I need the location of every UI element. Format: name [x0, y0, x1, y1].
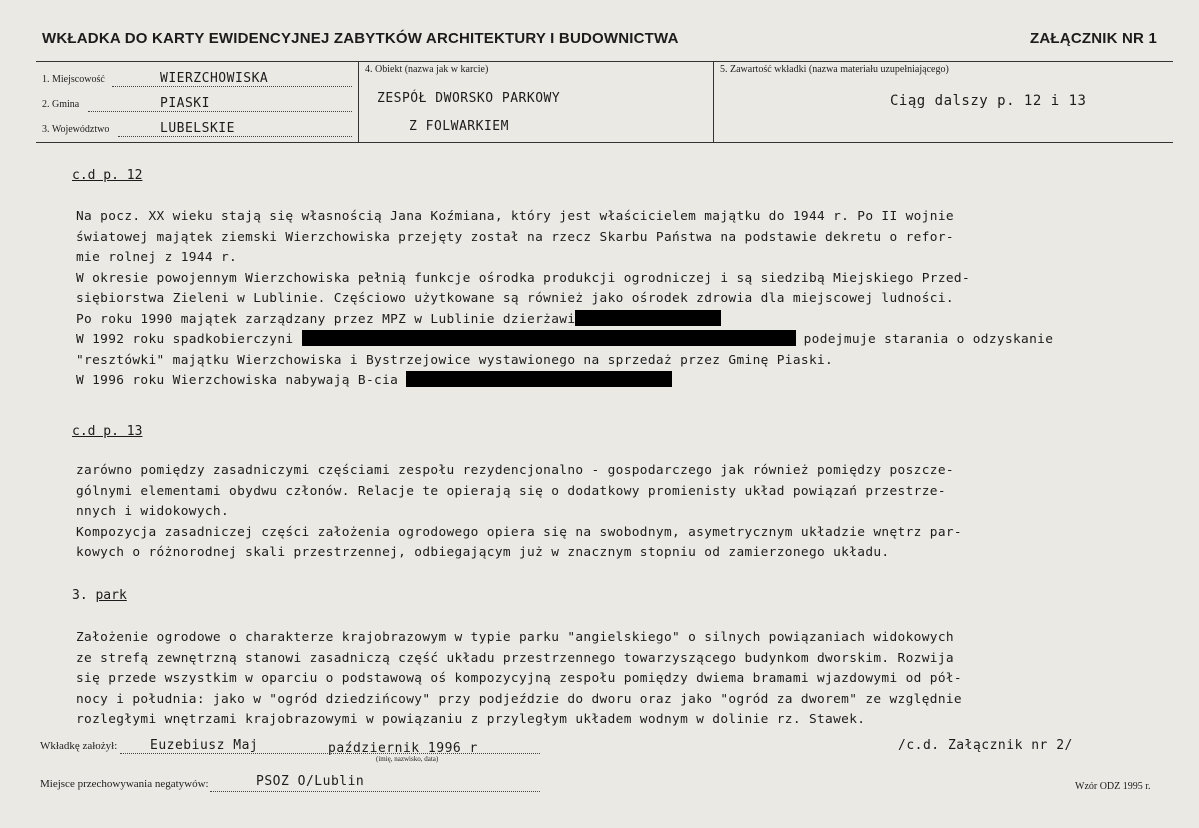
text-line: gólnymi elementami obydwu członów. Relacje te opierają się o dodatkowy promienisty układ powiązań przestrze-	[76, 483, 946, 499]
miejscowosc-label: 1. Miejscowość	[42, 74, 105, 85]
text-line: Na pocz. XX wieku stają się własnością Jana Koźmiana, który jest właścicielem majątku do 1944 r. Po II wojnie	[76, 209, 954, 224]
wojewodztwo-dotted-line	[118, 136, 352, 137]
location-column	[36, 62, 358, 142]
negatyw-value: PSOZ O/Lublin	[256, 774, 365, 789]
zawartosc-label: 5. Zawartość wkładki (nazwa materiału uzupełniającego)	[720, 64, 949, 75]
text-line-with-redaction	[76, 371, 1176, 392]
text-line: mie rolnej z 1944 r.	[76, 250, 238, 265]
text-line: ze strefą zewnętrzną stanowi zasadniczą część układu przestrzennego towarzyszącego budynkom dworskim. Rozwija	[76, 650, 954, 666]
obiekt-label: 4. Obiekt (nazwa jak w karcie)	[365, 64, 489, 75]
section-13-heading: c.d p. 13	[72, 424, 143, 439]
section-12-heading: c.d p. 12	[72, 168, 143, 183]
gmina-value: PIASKI	[160, 96, 210, 111]
text-line: zarówno pomiędzy zasadniczymi częściami zespołu rezydencjonalno - gospodarczego jak również pomiędzy poszcze-	[76, 463, 954, 478]
zalozyl-label: Wkładkę założył:	[40, 740, 118, 752]
text-line: nnych i widokowych.	[76, 504, 230, 519]
text-line: się przede wszystkim w oparciu o podstawową oś kompozycyjną zespołu pomiędzy dwiema bramami wjazdowymi od pół-	[76, 671, 962, 686]
zalozyl-caption: (imię, nazwisko, data)	[376, 755, 439, 763]
park-section-heading	[72, 588, 127, 603]
form-template-version: Wzór ODZ 1995 r.	[1075, 781, 1151, 792]
negatyw-dotted-line	[210, 791, 540, 792]
text-line: Założenie ogrodowe o charakterze krajobrazowym w typie parku "angielskiego" o silnych powiązaniach widokowych	[76, 630, 954, 645]
form-fields-table	[36, 61, 1173, 143]
text-line: rozległymi wnętrzami krajobrazowymi w powiązaniu z przyległym układem wodnym w dolinie rz. Stawek.	[76, 712, 866, 727]
annex-number: ZAŁĄCZNIK NR 1	[1030, 30, 1157, 47]
park-section-title: park	[95, 588, 127, 603]
object-column	[358, 62, 714, 142]
text-line-with-redaction	[76, 310, 1176, 331]
miejscowosc-value: WIERZCHOWISKA	[160, 71, 269, 86]
card-title: WKŁADKA DO KARTY EWIDENCYJNEJ ZABYTKÓW ARCHITEKTURY I BUDOWNICTWA	[42, 30, 679, 47]
park-section-number: 3.	[72, 588, 88, 603]
zalozyl-date: październik 1996 r	[328, 741, 478, 756]
obiekt-line1: ZESPÓŁ DWORSKO PARKOWY	[377, 91, 561, 106]
continuation-note: /c.d. Załącznik nr 2/	[898, 738, 1073, 753]
wojewodztwo-label: 3. Województwo	[42, 124, 110, 135]
negatyw-label: Miejsce przechowywania negatywów:	[40, 778, 209, 790]
gmina-label: 2. Gmina	[42, 99, 80, 110]
redaction-bar	[575, 310, 721, 326]
section-13-body	[76, 461, 1176, 564]
miejscowosc-dotted-line	[112, 86, 352, 87]
redaction-bar	[406, 371, 672, 387]
gmina-dotted-line	[88, 111, 352, 112]
text-fragment: Po roku 1990 majątek zarządzany przez MPZ w Lublinie dzierżawi	[76, 311, 576, 327]
text-fragment: W 1992 roku spadkobierczyni	[76, 332, 294, 347]
zalozyl-name: Euzebiusz Maj	[150, 738, 259, 753]
wojewodztwo-value: LUBELSKIE	[160, 121, 235, 136]
obiekt-line2: Z FOLWARKIEM	[409, 119, 509, 134]
card-header	[42, 30, 1157, 47]
text-line: Kompozycja zasadniczej części założenia ogrodowego opiera się na swobodnym, asymetrycznym układzie wnętrz par-	[76, 524, 962, 540]
text-line: siębiorstwa Zieleni w Lublinie. Częściowo użytkowane są również jako ośrodek zdrowia dla miejscowej ludności.	[76, 291, 954, 306]
text-line-with-redaction	[76, 330, 1176, 351]
text-line: światowej majątek ziemski Wierzchowiska przejęty został na rzecz Skarbu Państwa na podstawie dekretu o refor-	[76, 229, 954, 245]
text-line: W okresie powojennym Wierzchowiska pełnią funkcje ośrodka produkcji ogrodniczej i są siedzibą Miejskiego Przed-	[76, 270, 971, 286]
text-line: "resztówki" majątku Wierzchowiska i Bystrzejowice wystawionego na sprzedaż przez Gminę Piaski.	[76, 352, 834, 368]
redaction-bar	[302, 330, 796, 346]
section-12-body	[76, 207, 1176, 392]
text-fragment: W 1996 roku Wierzchowiska nabywają B-cia	[76, 373, 399, 388]
zawartosc-value: Ciąg dalszy p. 12 i 13	[890, 93, 1087, 109]
text-fragment: podejmuje starania o odzyskanie	[803, 332, 1054, 347]
text-line: nocy i południa: jako w "ogród dziedzińcowy" przy podjeździe do dworu oraz jako "ogród za dworem" ze względnie	[76, 691, 962, 707]
contents-column	[713, 62, 1173, 142]
text-line: kowych o różnorodnej skali przestrzennej, odbiegającym już w znacznym stopniu od zamierzonego układu.	[76, 545, 890, 560]
park-section-body	[76, 628, 1176, 731]
